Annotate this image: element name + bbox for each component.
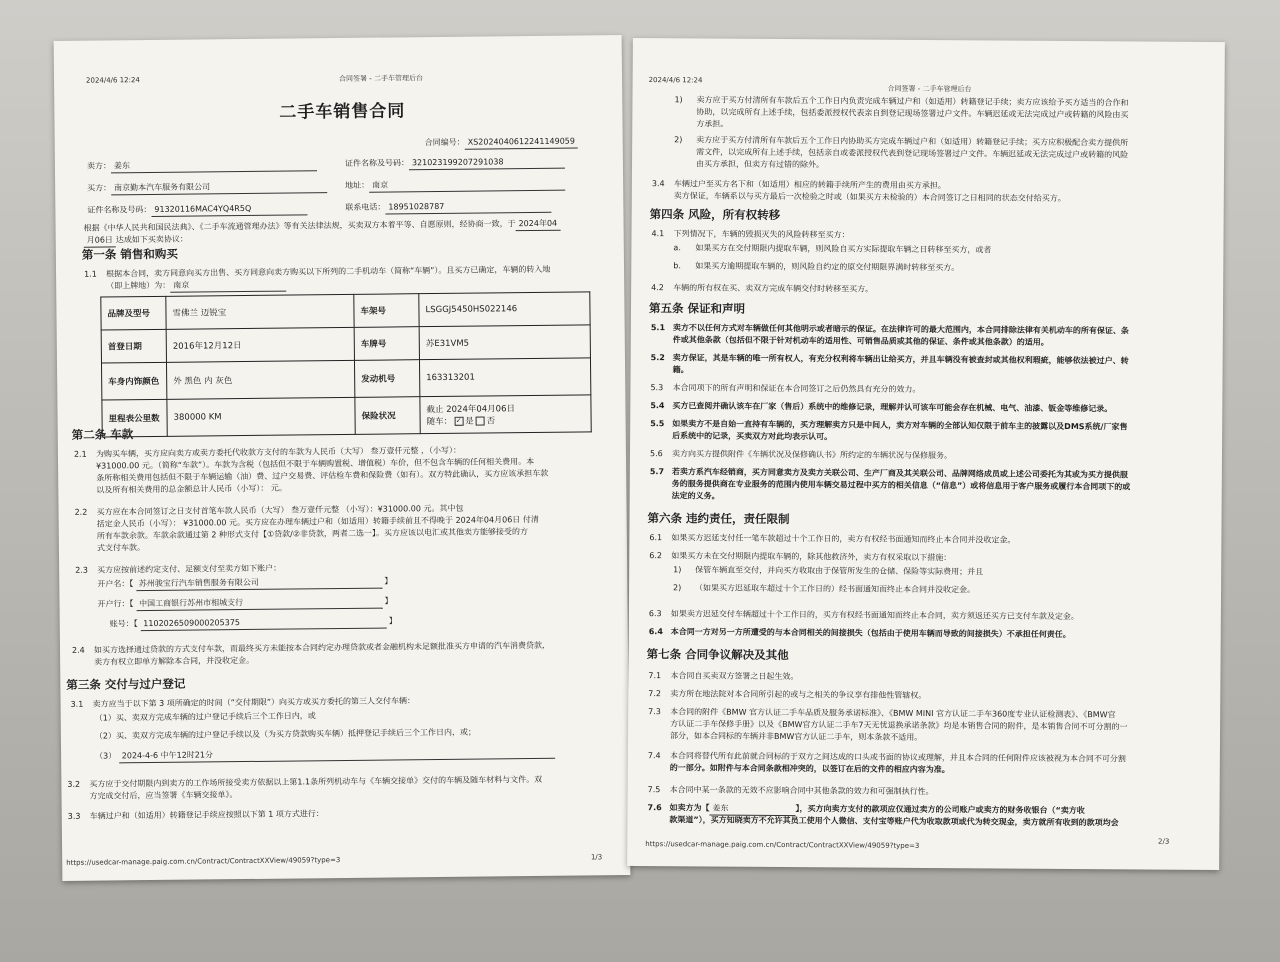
clause-number: 6.2: [649, 551, 663, 561]
clause-3-2: [67, 774, 542, 791]
clause-text: 若卖方系汽车经销商，买方同意卖方及卖方关联公司、生产厂商及其关联公司、品牌网络成员或上述公司委托为其或为买方提供服: [671, 467, 1128, 480]
clause-text: 本合同项下的所有声明和保证在本合同签订之后仍然具有充分的效力。: [672, 383, 921, 394]
clause-5-1-l2: 件或其他条款（包括但不限于针对机动车的适用性、可销售品质或其他的保证、条件或其他条款）的适用。: [672, 335, 1049, 347]
clause-number: 5.7: [649, 467, 665, 477]
clause-5-3: [650, 382, 920, 396]
footer-url: https://usedcar-manage.paig.com.cn/Contract/ContractXXView/49059?type=3: [66, 856, 341, 867]
clause-1-1: [84, 264, 550, 281]
clause-text: 本合同中某一条款的无效不应影响合同中其他条款的效力和可强制执行性。: [669, 785, 934, 797]
item-number: 1): [674, 95, 683, 105]
account-no-value: 1102026509000205375: [140, 616, 386, 632]
clause-text: 如卖方为【: [669, 803, 710, 813]
clause-2-4-l2: 卖方有权立即单方解除本合同，并没收定金。: [94, 655, 255, 667]
item-number: 1): [673, 565, 682, 575]
no-checkbox: [476, 417, 485, 426]
clause-text: 本合同的附件《BMW 官方认证二手车品质及服务承诺标准》、《BMW MINI 官方认证二手车360度专业认证检测表》、《BMW官: [670, 707, 1116, 720]
insurance-cell: [420, 395, 591, 434]
clause-7-2: [648, 688, 926, 702]
item-text: 保管车辆直至交付，并向买方收取由于保管所发生的仓储、保险等实际费用；并且: [695, 565, 984, 577]
mileage-value: 380000 KM: [167, 397, 355, 436]
account-no-row: 账号：【 1102026509000205375 】: [110, 615, 397, 631]
item-text: 卖方应于买方付清所有车款后五个工作日内协助买方完成车辆过户和（如适用）转籍登记手续；买方应积极配合卖方提供所: [696, 135, 1129, 148]
clause-3-3-1-l3: 方承担。: [696, 119, 729, 129]
clause-5-2: [651, 352, 1129, 367]
clause-number: 3.4: [651, 179, 665, 189]
section-6-title: 第六条 违约责任，责任限制: [647, 511, 790, 527]
section-5-title: 第五条 保证和声明: [648, 301, 746, 316]
clause-number: 7.4: [647, 751, 661, 761]
clause-4-2: [651, 282, 873, 296]
item-number: a.: [673, 243, 681, 253]
clause-2-2-l4: 式支付车款。: [96, 543, 145, 553]
clause-text: 车辆过户至买方名下和（如适用）相应的转籍手续所产生的费用由买方承担。: [673, 179, 946, 191]
phone-value: 18951028787: [385, 200, 551, 215]
color-label: 车身内饰颜色: [101, 362, 166, 400]
phone-label: 联系电话：: [345, 202, 386, 212]
clause-number: 7.5: [647, 785, 661, 795]
clause-text: 卖方保证，其是车辆的唯一所有权人，有充分权利将车辆出让给买方，并且车辆没有被查封或其他权利瑕疵，能够依法被过户、转: [672, 353, 1129, 366]
table-row: [101, 325, 590, 363]
clause-3-1: [71, 695, 416, 711]
bank-label: 开户行：: [97, 599, 130, 609]
delivery-time-value: 2024-4-6 中午12时21分: [119, 746, 555, 764]
seller-row: [87, 158, 317, 173]
clause-number: 2.4: [71, 645, 85, 655]
footer-url: https://usedcar-manage.paig.com.cn/Contract/ContractXXView/49059?type=3: [645, 840, 920, 850]
clause-text: 车辆的所有权在买、卖双方完成车辆交付时转移至买方。: [673, 283, 874, 294]
clause-number: 2.3: [75, 565, 88, 575]
account-name-value: 苏州骏宝行汽车销售服务有限公司: [136, 576, 382, 592]
clause-number: 7.1: [648, 671, 662, 681]
clause-2-2-l3: 所有车款余款。车款余款通过第 2 种形式支付【①贷款/②非贷款，两者二选一】。买方应该以电汇或其他卖方能够接受的方: [96, 527, 529, 541]
clause-text: 买方应在本合同签订之日支付首笔车款人民币（大写） 叁万壹仟元整 （小写）：¥31000.00 元。其中包: [96, 503, 464, 517]
clause-4-1: [651, 228, 849, 241]
item-number: b.: [673, 261, 681, 271]
reg-date-label: 首登日期: [101, 329, 166, 363]
no-label: 否: [486, 416, 496, 427]
clause-7-6-l2: 款渠道”），买方知晓卖方不允许其员工使用个人微信、支付宝等账户代为收取款项或代为转交现金，卖方就所有收到的款项均会: [669, 815, 1119, 828]
print-timestamp: 2024/4/6 12:24: [85, 76, 140, 85]
clause-number: 7.3: [648, 707, 661, 717]
clause-number: 5.6: [649, 449, 663, 459]
clause-3-4-l2: 卖方保证，车辆系以与买方最后一次检验之时或（如果买方未检验的）本合同签订之日相同的状态交付给买方。: [673, 191, 1066, 203]
contract-number-label: 合同编号：: [424, 137, 465, 148]
clause-number: 3.1: [70, 699, 84, 709]
seller-cert-value: 321023199207291038: [409, 156, 565, 171]
item-text: 如果买方逾期提取车辆的，则风险自约定的原交付期限界满时转移至买方。: [695, 261, 960, 273]
clause-6-1: [649, 532, 1015, 547]
clause-text: 如果买方迟延支付任一笔车款超过十个工作日的，卖方有权经书面通知而终止本合同并没收定金。: [671, 533, 1016, 545]
print-timestamp: 2024/4/6 12:24: [648, 76, 703, 85]
page-number: 1/3: [590, 853, 603, 862]
insurance-label: 保险状况: [355, 397, 420, 435]
clause-text: 如买方选择通过贷款的方式支付车款，而最终买方未能按本合同约定办理贷款或者金融机构未足额批准买方申请的汽车消费贷款，: [93, 640, 551, 655]
clause-5-7-l2: 务的服务提供商在专业服务的范围内使用车辆交易过程中买方的相关信息（“信息”）或将信息用于客户服务或履行本合同项下的或: [671, 479, 1131, 492]
clause-text: 】，买方向卖方支付的款项应仅通过卖方的公司账户或卖方的财务收银台（“卖方收: [795, 804, 1085, 816]
item-text: （如果买方迟延取车超过十个工作日的）经书面通知而终止本合同并没收定金。: [695, 583, 976, 595]
clause-2-1-l3: 条所称相关费用包括但不限于车辆运输（油）费、过户交易费、评估检车费和保险费（如有）。双方特此确认，买方应该承担车款: [96, 468, 549, 483]
clause-text: 买方应按前述约定支付、足额支付至卖方如下账户：: [97, 563, 282, 575]
clause-text: 车辆过户和（如适用）转籍登记手续应按照以下第 1 项方式进行：: [89, 809, 324, 821]
clause-number: 3.3: [67, 811, 81, 821]
clause-number: 7.6: [647, 803, 662, 813]
item-text: 卖方应于买方付清所有车款后五个工作日内负责完成车辆过户和（如适用）转籍登记手续；卖方应该给予买方适当的合作和: [696, 95, 1129, 108]
clause-7-3-l3: 部分，如本合同标的车辆并非BMW官方认证二手车，则本条款不适用。: [669, 731, 923, 742]
clause-number: 1.1: [84, 269, 97, 279]
brand-label: 品牌及型号: [101, 296, 166, 330]
option-prefix: （3）: [95, 751, 117, 761]
clause-2-3: [75, 563, 281, 577]
clause-2-2-l2: 括定金人民币（小写）： ¥31000.00 元。买方应在办理车辆过户和（如适用）转籍手续前且不得晚于 2024年04月06日 付清: [96, 514, 539, 529]
bank-value: 中国工商银行苏州市相城支行: [136, 596, 382, 612]
plate-value: 苏E31VM5: [419, 325, 590, 360]
clause-text: 买方已查阅并确认该车在厂家（售后）系统中的维修记录，理解并认可该车可能会存在机械、电气、油漆、钣金等维修记录。: [672, 401, 1113, 414]
clause-6-2-b: [673, 582, 975, 596]
clause-6-2-a: [673, 564, 983, 578]
bank-row: 开户行：【 中国工商银行苏州市相城支行 】: [97, 595, 392, 611]
clause-number: 6.1: [649, 533, 663, 543]
yes-label: 是: [465, 416, 474, 427]
vin-label: 车架号: [354, 294, 419, 328]
clause-7-3-l2: 方认证二手车保修手册》以及《BMW官方认证二手车7天无忧退换承诺条款》均是本销售合同的附件，是本销售合同不可分割的一: [670, 719, 1128, 732]
phone-row: [345, 200, 551, 215]
clause-text: 卖方应当于以下第 3 项所确定的时间（“交付期限”）向买方或买方委托的第三人交付车辆：: [92, 696, 416, 709]
clause-3-1-a: （1）买、卖双方完成车辆的过户登记手续后三个工作日内，或: [94, 711, 316, 723]
clause-6-2: [649, 550, 951, 564]
contract-page-1: [54, 35, 631, 881]
seller-cert-row: [345, 156, 565, 171]
seller-cert-label: 证件名称及号码：: [344, 158, 409, 168]
clause-5-5-l2: 后系统中的记录，买卖双方对此均表示认可。: [672, 431, 833, 442]
clause-number: 5.2: [650, 353, 665, 363]
clause-5-4: [650, 400, 1112, 415]
clause-3-3: [68, 808, 324, 823]
contract-number: [425, 136, 578, 151]
clause-text: 本合同一方对另一方所遭受的与本合同相关的间接损失（包括由于使用车辆而导致的间接损失）不承担任何责任。: [670, 627, 1071, 640]
clause-text: 本合同将替代所有此前就合同标的于双方之间达成的口头或书面的协议或理解，并且本合同的任何附件应该被视为本合同不可分割: [669, 751, 1126, 764]
table-row: [102, 395, 591, 437]
contract-number-value: XS2024040612241149059: [465, 136, 578, 150]
clause-2-1-l4: 以及所有相关费用的总金额总计人民币（小写）： 元。: [96, 483, 287, 495]
reg-date-value: 2016年12月12日: [166, 327, 354, 362]
clause-5-6: [650, 448, 952, 462]
clause-text: 下列情况下，车辆的毁损灭失的风险转移至买方：: [673, 229, 850, 240]
seller-name-blank: 姜东: [709, 802, 795, 816]
preamble-end: 达成如下买卖协议：: [115, 234, 188, 245]
clause-text: （即上牌地）为：: [106, 280, 171, 291]
clause-text: 本合同自买卖双方签署之日起生效。: [670, 671, 799, 682]
preamble-text: 根据《中华人民共和国民法典》、《二手车流通管理办法》等有关法律法规，买卖双方本着平等、自愿原则，经协商一致，于: [83, 219, 516, 233]
clause-3-1-c: [95, 746, 555, 764]
with-car-label: 随车：: [426, 416, 453, 428]
transfer-place: 南京: [170, 279, 286, 293]
section-3-title: 第三条 交付与过户登记: [66, 676, 186, 692]
engine-value: 163313201: [419, 358, 590, 397]
clause-number: 2.1: [73, 449, 87, 459]
account-name-label: 开户名：: [97, 579, 130, 589]
table-row: [101, 292, 590, 330]
clause-text: 如果卖方不是自始一直持有车辆的，买方理解卖方只是中间人，卖方对车辆的全部认知仅限于前车主的披露以及DMS系统/厂家售: [672, 419, 1128, 432]
clause-number: 5.3: [650, 383, 664, 393]
clause-3-3-2-l3: 由买方承担，但卖方有过错的除外。: [695, 159, 825, 170]
section-7-title: 第七条 合同争议解决及其他: [646, 647, 789, 663]
plate-label: 车牌号: [354, 327, 419, 361]
clause-number: 4.1: [651, 229, 665, 239]
insurance-with-car: [427, 413, 585, 427]
seller-label: 卖方：: [86, 161, 111, 171]
buyer-value: 南京勤本汽车服务有限公司: [111, 180, 327, 195]
buyer-cert-value: 91320116MAC4YQ4R5Q: [151, 202, 307, 217]
section-1-title: 第一条 销售和购买: [81, 246, 178, 262]
yes-checkbox: ✓: [455, 416, 462, 425]
brand-value: 雪佛兰 迈锐宝: [166, 294, 354, 329]
clause-1-1-place: [106, 279, 286, 294]
clause-number: 6.4: [648, 627, 663, 637]
clause-3-3-2-l2: 需文件，以完成所有上述手续，包括亲自或委派授权代表到登记现场签署过户文件。车辆迟延或无法完成过户或转籍的风险: [696, 147, 1129, 160]
clause-5-2-l2: 籍。: [672, 365, 689, 375]
preamble-line2: [84, 234, 188, 248]
table-row: [101, 358, 590, 400]
clause-text: 卖方向买方提供附件《车辆状况及保修确认书》所约定的车辆状况与保修服务。: [671, 449, 953, 461]
address-value: 南京: [369, 178, 565, 193]
clause-number: 2.2: [74, 507, 88, 517]
clause-2-1-l2: ¥31000.00 元。（简称“车款”）。车款为含税（包括但不限于车辆购置税、增值税）车价，但不包含车辆的任何相关费用。本: [96, 456, 535, 471]
buyer-cert-row: [87, 202, 307, 217]
mileage-label: 里程表公里数: [102, 399, 167, 437]
clause-3-1-b: （2）买、卖双方完成车辆的过户登记手续以及（为买方贷款购买车辆）抵押登记手续后三个工作日内，或；: [94, 727, 477, 741]
contract-page-2: [627, 38, 1225, 870]
clause-number: 6.3: [648, 609, 662, 619]
buyer-cert-label: 证件名称及号码：: [87, 204, 152, 215]
clause-number: 4.2: [651, 283, 664, 293]
clause-text: 卖方不以任何方式对车辆做任何其他明示或者暗示的保证。在法律许可的最大范围内，本合同排除法律有关机动车的所有保证、条: [672, 323, 1129, 336]
address-label: 地址：: [345, 180, 370, 190]
vehicle-info-table: [100, 291, 591, 437]
insurance-expiry: 截止 2024年04月06日: [426, 404, 516, 416]
clause-text: 如果买方未在交付期限内提取车辆的，除其他救济外，卖方有权采取以下措施：: [671, 551, 952, 563]
clause-5-7-l3: 法定的义务。: [671, 491, 720, 501]
item-number: 2): [674, 135, 683, 145]
seller-value: 姜东: [111, 158, 317, 173]
clause-text: 如果卖方迟延交付车辆超过十个工作日的，买方有权经书面通知而终止本合同，卖方须返还买方已支付车款及定金。: [670, 609, 1079, 622]
buyer-row: [87, 180, 327, 196]
clause-2-4: [72, 640, 550, 657]
print-header-title: 合同签署 - 二手车管理后台: [338, 74, 424, 84]
clause-text: 买方应于交付期限内到卖方的工作场所接受卖方依据以上第1.1条所列机动车与《车辆交接单》交付的车辆及随车材料与文件。双: [89, 774, 543, 789]
section-4-title: 第四条 风险，所有权转移: [649, 207, 781, 222]
clause-4-1-b: [673, 260, 959, 274]
clause-7-4-l2: 的一部分。如附件与本合同条款相冲突的，以签订在后的文件的相应内容为准。: [669, 763, 950, 775]
section-2-title: 第二条 车款: [71, 427, 134, 442]
clause-text: 根据本合同，卖方同意向买方出售、买方同意向卖方购买以下所列的二手机动车（简称“车辆”）。且买方已确定，车辆的转入地: [106, 264, 551, 279]
account-no-label: 账号：: [109, 619, 134, 629]
vin-value: LSGGJ5450HS022146: [419, 292, 590, 327]
item-number: 2): [673, 583, 682, 593]
print-header-title: 合同签署 - 二手车管理后台: [887, 84, 972, 94]
clause-text: 卖方所在地法院对本合同所引起的或与之相关的争议享有排他性管辖权。: [670, 689, 927, 701]
clause-4-1-a: [673, 242, 991, 256]
engine-label: 发动机号: [354, 360, 419, 398]
buyer-label: 买方：: [87, 183, 112, 193]
item-text: 如果买方在交付期限内提取车辆，则风险自买方实际提取车辆之日转移至买方，或者: [695, 243, 992, 255]
account-name-row: 开户名：【 苏州骏宝行汽车销售服务有限公司 】: [97, 575, 392, 591]
clause-number: 7.2: [648, 689, 662, 699]
clause-number: 5.4: [650, 401, 665, 411]
clause-7-5: [648, 784, 934, 798]
clause-6-3: [649, 608, 1079, 623]
clause-number: 5.5: [650, 419, 665, 429]
color-value: 外 黑色 内 灰色: [166, 360, 354, 399]
page-number: 2/3: [1158, 837, 1170, 846]
clause-6-4: [649, 626, 1071, 641]
clause-text: 为购买车辆，买方应向卖方或卖方委托代收款方支付的车款为人民币（大写） 叁万壹仟元整 ，（小写）：: [95, 445, 462, 459]
clause-7-1: [648, 670, 798, 683]
address-row: [345, 178, 565, 193]
preamble-date: 2024年04: [515, 218, 560, 231]
clause-3-3-1-l2: 协助，以完成所有上述手续，包括委派授权代表亲自到登记现场签署过户文件。车辆迟延或无法完成过户或转籍的风险由买: [696, 107, 1129, 120]
clause-3-2-l2: 方完成交付后，应当签署《车辆交接单》。: [89, 790, 238, 801]
preamble-date-2: 月06日: [84, 234, 116, 247]
contract-title: 二手车销售合同: [279, 101, 406, 123]
clause-number: 5.1: [650, 323, 666, 333]
clause-number: 3.2: [67, 779, 81, 789]
